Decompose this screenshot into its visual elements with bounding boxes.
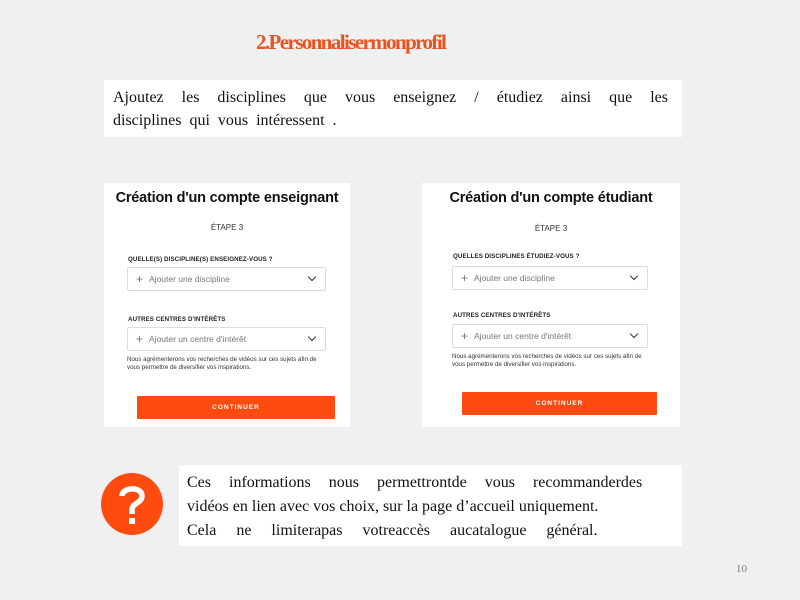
continue-button[interactable]: CONTINUER <box>462 392 657 415</box>
intro-line-1: Ajoutez les disciplines que vous enseignez / étudiez ainsi que les <box>113 89 668 106</box>
plus-icon: + <box>461 329 469 343</box>
continue-button[interactable]: CONTINUER <box>137 396 335 419</box>
note-line-2: vous permettre de diversifier vos inspirations. <box>452 360 577 368</box>
info-text-box <box>179 465 682 546</box>
info-note <box>452 353 642 368</box>
step-indicator: ÉTAPE 3 <box>210 223 244 232</box>
note-line-1: Nous agrémenterons vos recherches de vidéos sur ces sujets afin de <box>127 356 317 363</box>
interests-label: AUTRES CENTRES D'INTÉRÊTS <box>128 316 226 323</box>
discipline-label: QUELLES DISCIPLINES ÉTUDIEZ-VOUS ? <box>453 253 580 260</box>
interests-placeholder: Ajouter un centre d'intérêt <box>149 334 247 344</box>
card-title: Création d'un compte étudiant <box>449 190 653 206</box>
page-number: 10 <box>736 563 747 575</box>
interests-placeholder: Ajouter un centre d'intérêt <box>474 331 572 341</box>
info-note <box>127 356 317 371</box>
info-line-1: Ces informations nous permettrontde vous recommanderdes <box>187 474 643 491</box>
slide-title: 2.Personnalisermonprofil <box>256 30 446 54</box>
chevron-down-icon <box>630 272 638 280</box>
plus-icon: + <box>461 271 469 285</box>
interests-select[interactable] <box>127 327 326 351</box>
discipline-select[interactable] <box>127 267 326 291</box>
note-line-2: vous permettre de diversifier vos inspirations. <box>127 363 252 371</box>
chevron-down-icon <box>308 333 316 341</box>
plus-icon: + <box>136 332 144 346</box>
info-line-3: Cela ne limiterapas votreaccès aucatalogue général. <box>187 522 598 539</box>
intro-text-box <box>104 80 682 137</box>
question-mark-icon <box>101 473 163 535</box>
chevron-down-icon <box>630 330 638 338</box>
intro-line-2: disciplines qui vous intéressent . <box>113 112 337 129</box>
discipline-select[interactable] <box>452 266 648 290</box>
discipline-placeholder: Ajouter une discipline <box>149 274 230 284</box>
discipline-label: QUELLE(S) DISCIPLINE(S) ENSEIGNEZ-VOUS ? <box>128 256 273 263</box>
teacher-signup-card <box>104 183 350 427</box>
interests-label: AUTRES CENTRES D'INTÉRÊTS <box>453 312 551 319</box>
note-line-1: Nous agrémenterons vos recherches de vidéos sur ces sujets afin de <box>452 353 642 360</box>
card-title: Création d'un compte enseignant <box>115 190 339 206</box>
interests-select[interactable] <box>452 324 648 348</box>
step-indicator: ÉTAPE 3 <box>534 224 568 233</box>
plus-icon: + <box>136 272 144 286</box>
discipline-placeholder: Ajouter une discipline <box>474 273 555 283</box>
info-line-2: vidéos en lien avec vos choix, sur la page d’accueil uniquement. <box>187 498 599 515</box>
chevron-down-icon <box>308 273 316 281</box>
student-signup-card <box>422 183 680 427</box>
